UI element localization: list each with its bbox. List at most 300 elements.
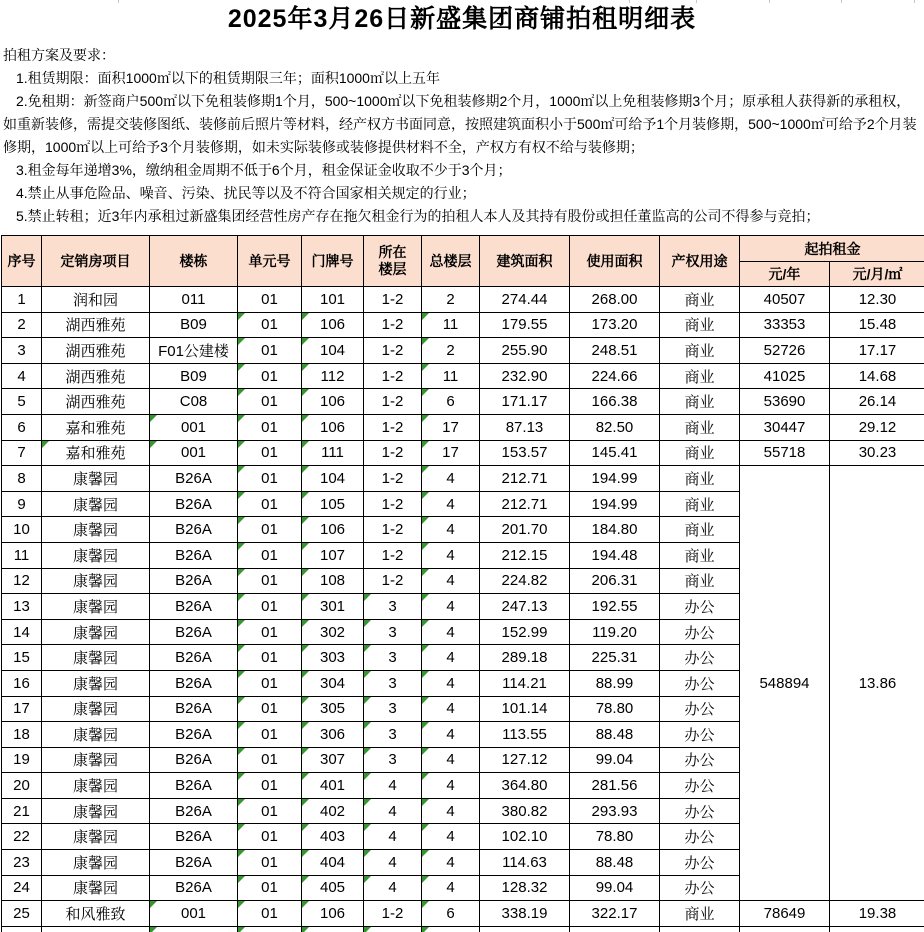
cell-seq[interactable]: 13: [2, 594, 42, 620]
cell-seq[interactable]: 10: [2, 517, 42, 543]
cell-seq[interactable]: 17: [2, 696, 42, 722]
cell-seq[interactable]: 16: [2, 670, 42, 696]
cell-project[interactable]: 康馨园: [42, 594, 150, 620]
cell-door[interactable]: 105: [302, 491, 364, 517]
cell-total[interactable]: 4: [422, 517, 480, 543]
cell-total[interactable]: 2: [422, 287, 480, 313]
cell-door[interactable]: 302: [302, 619, 364, 645]
cell-project[interactable]: 康馨园: [42, 850, 150, 876]
cell-building[interactable]: B09: [150, 363, 238, 389]
cell-rent_year[interactable]: 52726: [740, 338, 830, 364]
cell-total[interactable]: 4: [422, 670, 480, 696]
requirement-item-1: 1.租赁期限：面积1000㎡以下的租赁期限三年；面积1000㎡以上五年: [16, 70, 440, 86]
cell-building[interactable]: B26A: [150, 798, 238, 824]
cell-rent_month[interactable]: 14.68: [830, 363, 924, 389]
cell-rent_month[interactable]: [830, 926, 924, 932]
number-stored-as-text-triangle-icon: [422, 697, 429, 704]
cell-unit[interactable]: 01: [238, 414, 302, 440]
cell-floor[interactable]: 3: [364, 722, 422, 748]
cell-rent_year[interactable]: 78649: [740, 901, 830, 927]
cell-usage[interactable]: 商业: [660, 901, 740, 927]
cell-total[interactable]: 4: [422, 619, 480, 645]
cell-project[interactable]: 康馨园: [42, 542, 150, 568]
cell-build_area[interactable]: 224.82: [480, 568, 570, 594]
cell-door[interactable]: 106: [302, 901, 364, 927]
cell-floor[interactable]: 3: [364, 619, 422, 645]
cell-floor[interactable]: 3: [364, 670, 422, 696]
cell-total[interactable]: 4: [422, 850, 480, 876]
cell-project[interactable]: 康馨园: [42, 722, 150, 748]
cell-building[interactable]: B26A: [150, 645, 238, 671]
cell-floor[interactable]: 3: [364, 696, 422, 722]
cell-build_area[interactable]: 114.21: [480, 670, 570, 696]
cell-unit[interactable]: 01: [238, 773, 302, 799]
cell-build_area[interactable]: 201.70: [480, 517, 570, 543]
cell-build_area[interactable]: 153.57: [480, 440, 570, 466]
cell-door[interactable]: 303: [302, 645, 364, 671]
cell-floor[interactable]: 1-2: [364, 414, 422, 440]
cell-rent_month[interactable]: 12.30: [830, 287, 924, 313]
col-header-project[interactable]: 定销房项目: [42, 236, 150, 287]
cell-building[interactable]: [150, 926, 238, 932]
cell-build_area[interactable]: 212.71: [480, 466, 570, 492]
cell-building[interactable]: B26A: [150, 670, 238, 696]
cell-build_area[interactable]: 212.15: [480, 542, 570, 568]
cell-rent_year[interactable]: 55718: [740, 440, 830, 466]
cell-seq[interactable]: 22: [2, 824, 42, 850]
cell-build_area[interactable]: 101.14: [480, 696, 570, 722]
cell-usage[interactable]: 办公: [660, 875, 740, 901]
col-header-unit[interactable]: 单元号: [238, 236, 302, 287]
cell-rent_month[interactable]: 13.86: [830, 466, 924, 901]
cell-usage[interactable]: 办公: [660, 798, 740, 824]
cell-usage[interactable]: 商业: [660, 414, 740, 440]
cell-door[interactable]: 108: [302, 568, 364, 594]
cell-total[interactable]: 4: [422, 875, 480, 901]
cell-floor[interactable]: 1-2: [364, 568, 422, 594]
cell-total[interactable]: 2: [422, 338, 480, 364]
cell-total[interactable]: 17: [422, 440, 480, 466]
cell-use_area[interactable]: 248.51: [570, 338, 660, 364]
cell-use_area[interactable]: 78.80: [570, 824, 660, 850]
cell-project[interactable]: 湖西雅苑: [42, 363, 150, 389]
cell-project[interactable]: 嘉和雅苑: [42, 414, 150, 440]
cell-build_area[interactable]: 127.12: [480, 747, 570, 773]
cell-seq[interactable]: 14: [2, 619, 42, 645]
cell-project[interactable]: 康馨园: [42, 875, 150, 901]
table-row-6: [2, 414, 924, 440]
cell-unit[interactable]: 01: [238, 901, 302, 927]
cell-project[interactable]: 湖西雅苑: [42, 338, 150, 364]
cell-unit[interactable]: 01: [238, 363, 302, 389]
cell-unit[interactable]: 01: [238, 312, 302, 338]
cell-door[interactable]: 403: [302, 824, 364, 850]
col-header-floor[interactable]: [364, 236, 422, 287]
cell-use_area[interactable]: 184.80: [570, 517, 660, 543]
cell-unit[interactable]: 01: [238, 440, 302, 466]
cell-build_area[interactable]: 113.55: [480, 722, 570, 748]
cell-door[interactable]: 106: [302, 312, 364, 338]
cell-project[interactable]: 康馨园: [42, 798, 150, 824]
cell-unit[interactable]: 01: [238, 670, 302, 696]
col-header-seq[interactable]: 序号: [2, 236, 42, 287]
number-stored-as-text-triangle-icon: [150, 901, 157, 908]
col-header-door[interactable]: 门牌号: [302, 236, 364, 287]
cell-door[interactable]: 304: [302, 670, 364, 696]
cell-build_area[interactable]: 255.90: [480, 338, 570, 364]
cell-use_area[interactable]: 99.04: [570, 747, 660, 773]
cell-door[interactable]: 307: [302, 747, 364, 773]
cell-seq[interactable]: 1: [2, 287, 42, 313]
cell-build_area[interactable]: 364.80: [480, 773, 570, 799]
cell-project[interactable]: 康馨园: [42, 773, 150, 799]
cell-rent_month[interactable]: 15.48: [830, 312, 924, 338]
cell-unit[interactable]: 01: [238, 594, 302, 620]
cell-project[interactable]: 康馨园: [42, 824, 150, 850]
col-header-use-area[interactable]: 使用面积: [570, 236, 660, 287]
cell-use_area[interactable]: 192.55: [570, 594, 660, 620]
cell-use_area[interactable]: 145.41: [570, 440, 660, 466]
cell-door[interactable]: 405: [302, 875, 364, 901]
cell-rent_month[interactable]: 19.38: [830, 901, 924, 927]
cell-seq[interactable]: 18: [2, 722, 42, 748]
cell-floor[interactable]: 1-2: [364, 466, 422, 492]
cell-door[interactable]: 106: [302, 414, 364, 440]
col-header-rent-per-month-sqm[interactable]: 元/月/㎡: [830, 262, 924, 287]
cell-door[interactable]: 104: [302, 466, 364, 492]
cell-building[interactable]: B26A: [150, 517, 238, 543]
cell-building[interactable]: B26A: [150, 491, 238, 517]
col-header-build-area[interactable]: 建筑面积: [480, 236, 570, 287]
cell-project[interactable]: 润和园: [42, 287, 150, 313]
cell-door[interactable]: 106: [302, 389, 364, 415]
cell-total[interactable]: 11: [422, 312, 480, 338]
cell-door[interactable]: 305: [302, 696, 364, 722]
cell-rent_year[interactable]: 33353: [740, 312, 830, 338]
cell-rent_month[interactable]: 30.23: [830, 440, 924, 466]
cell-floor[interactable]: 1-2: [364, 517, 422, 543]
cell-door[interactable]: 404: [302, 850, 364, 876]
cell-project[interactable]: 康馨园: [42, 517, 150, 543]
cell-seq[interactable]: 9: [2, 491, 42, 517]
cell-usage[interactable]: 办公: [660, 670, 740, 696]
cell-door[interactable]: 401: [302, 773, 364, 799]
cell-building[interactable]: 001: [150, 901, 238, 927]
cell-rent_year[interactable]: 41025: [740, 363, 830, 389]
cell-build_area[interactable]: 114.63: [480, 850, 570, 876]
col-header-rent-per-year[interactable]: 元/年: [740, 262, 830, 287]
cell-project[interactable]: 康馨园: [42, 645, 150, 671]
cell-total[interactable]: [422, 926, 480, 932]
cell-use_area[interactable]: 78.80: [570, 696, 660, 722]
cell-use_area[interactable]: 322.17: [570, 901, 660, 927]
cell-unit[interactable]: 01: [238, 287, 302, 313]
cell-door[interactable]: 101: [302, 287, 364, 313]
cell-building[interactable]: C08: [150, 389, 238, 415]
col-header-total-floors[interactable]: 总楼层: [422, 236, 480, 287]
cell-door[interactable]: 107: [302, 542, 364, 568]
cell-build_area[interactable]: 247.13: [480, 594, 570, 620]
cell-use_area[interactable]: 119.20: [570, 619, 660, 645]
cell-usage[interactable]: 商业: [660, 568, 740, 594]
cell-building[interactable]: B26A: [150, 850, 238, 876]
cell-building[interactable]: B26A: [150, 824, 238, 850]
cell-building[interactable]: B26A: [150, 466, 238, 492]
cell-building[interactable]: B26A: [150, 875, 238, 901]
cell-unit[interactable]: 01: [238, 542, 302, 568]
cell-usage[interactable]: 办公: [660, 722, 740, 748]
cell-floor[interactable]: 1-2: [364, 312, 422, 338]
cell-seq[interactable]: 5: [2, 389, 42, 415]
cell-total[interactable]: 4: [422, 568, 480, 594]
cell-build_area[interactable]: 289.18: [480, 645, 570, 671]
cell-building[interactable]: 011: [150, 287, 238, 313]
cell-rent_year[interactable]: 53690: [740, 389, 830, 415]
cell-usage[interactable]: 办公: [660, 696, 740, 722]
cell-build_area[interactable]: 212.71: [480, 491, 570, 517]
cell-use_area[interactable]: 194.48: [570, 542, 660, 568]
cell-unit[interactable]: 01: [238, 722, 302, 748]
cell-seq[interactable]: 12: [2, 568, 42, 594]
cell-build_area[interactable]: 274.44: [480, 287, 570, 313]
cell-usage[interactable]: 商业: [660, 363, 740, 389]
cell-build_area[interactable]: 87.13: [480, 414, 570, 440]
cell-unit[interactable]: [238, 926, 302, 932]
cell-unit[interactable]: 01: [238, 875, 302, 901]
cell-seq[interactable]: 4: [2, 363, 42, 389]
cell-use_area[interactable]: 88.48: [570, 722, 660, 748]
cell-use_area[interactable]: 268.00: [570, 287, 660, 313]
cell-usage[interactable]: 办公: [660, 747, 740, 773]
cell-floor[interactable]: 3: [364, 594, 422, 620]
cell-project[interactable]: 康馨园: [42, 696, 150, 722]
cell-use_area[interactable]: 99.04: [570, 875, 660, 901]
cell-floor[interactable]: 1-2: [364, 542, 422, 568]
cell-door[interactable]: 104: [302, 338, 364, 364]
cell-floor[interactable]: 1-2: [364, 901, 422, 927]
cell-seq[interactable]: 21: [2, 798, 42, 824]
cell-usage[interactable]: 商业: [660, 491, 740, 517]
cell-floor[interactable]: 1-2: [364, 363, 422, 389]
cell-project[interactable]: 康馨园: [42, 619, 150, 645]
cell-use_area[interactable]: 281.56: [570, 773, 660, 799]
cell-rent_year[interactable]: 40507: [740, 287, 830, 313]
cell-build_area[interactable]: 171.17: [480, 389, 570, 415]
cell-project[interactable]: 康馨园: [42, 491, 150, 517]
cell-seq[interactable]: 3: [2, 338, 42, 364]
cell-door[interactable]: 112: [302, 363, 364, 389]
cell-usage[interactable]: 办公: [660, 619, 740, 645]
cell-project[interactable]: 康馨园: [42, 568, 150, 594]
cell-building[interactable]: B26A: [150, 747, 238, 773]
cell-rent_month[interactable]: 29.12: [830, 414, 924, 440]
cell-use_area[interactable]: 194.99: [570, 466, 660, 492]
cell-project[interactable]: 康馨园: [42, 670, 150, 696]
cell-building[interactable]: B09: [150, 312, 238, 338]
cell-usage[interactable]: 商业: [660, 542, 740, 568]
cell-building[interactable]: B26A: [150, 619, 238, 645]
number-stored-as-text-triangle-icon: [302, 543, 309, 550]
cell-project[interactable]: 康馨园: [42, 466, 150, 492]
cell-project[interactable]: 湖西雅苑: [42, 312, 150, 338]
cell-total[interactable]: 4: [422, 824, 480, 850]
cell-unit[interactable]: 01: [238, 747, 302, 773]
cell-usage[interactable]: 商业: [660, 312, 740, 338]
cell-build_area[interactable]: 380.82: [480, 798, 570, 824]
cell-door[interactable]: [302, 926, 364, 932]
cell-total[interactable]: 17: [422, 414, 480, 440]
cell-usage[interactable]: [660, 926, 740, 932]
cell-floor[interactable]: 3: [364, 645, 422, 671]
cell-floor[interactable]: 1-2: [364, 389, 422, 415]
cell-door[interactable]: 111: [302, 440, 364, 466]
cell-usage[interactable]: 商业: [660, 389, 740, 415]
col-header-usage[interactable]: 产权用途: [660, 236, 740, 287]
cell-building[interactable]: B26A: [150, 542, 238, 568]
cell-use_area[interactable]: 82.50: [570, 414, 660, 440]
cell-unit[interactable]: 01: [238, 568, 302, 594]
cell-seq[interactable]: 6: [2, 414, 42, 440]
cell-total[interactable]: 4: [422, 645, 480, 671]
cell-floor[interactable]: 3: [364, 747, 422, 773]
cell-usage[interactable]: 办公: [660, 824, 740, 850]
cell-use_area[interactable]: 88.48: [570, 850, 660, 876]
cell-rent_month[interactable]: 26.14: [830, 389, 924, 415]
cell-seq[interactable]: 25: [2, 901, 42, 927]
cell-total[interactable]: 4: [422, 491, 480, 517]
cell-total[interactable]: 4: [422, 773, 480, 799]
cell-unit[interactable]: 01: [238, 466, 302, 492]
cell-project[interactable]: 康馨园: [42, 747, 150, 773]
cell-unit[interactable]: 01: [238, 824, 302, 850]
cell-build_area[interactable]: 338.19: [480, 901, 570, 927]
cell-building[interactable]: B26A: [150, 594, 238, 620]
cell-total[interactable]: 4: [422, 594, 480, 620]
cell-floor[interactable]: [364, 926, 422, 932]
cell-seq[interactable]: 20: [2, 773, 42, 799]
cell-seq[interactable]: 24: [2, 875, 42, 901]
cell-total[interactable]: 6: [422, 901, 480, 927]
cell-usage[interactable]: 办公: [660, 594, 740, 620]
cell-unit[interactable]: 01: [238, 389, 302, 415]
cell-build_area[interactable]: 152.99: [480, 619, 570, 645]
cell-project[interactable]: [42, 926, 150, 932]
cell-unit[interactable]: 01: [238, 645, 302, 671]
cell-unit[interactable]: 01: [238, 491, 302, 517]
cell-seq[interactable]: 15: [2, 645, 42, 671]
cell-build_area[interactable]: 102.10: [480, 824, 570, 850]
cell-usage[interactable]: 商业: [660, 440, 740, 466]
cell-seq[interactable]: [2, 926, 42, 932]
cell-total[interactable]: 4: [422, 466, 480, 492]
cell-use_area[interactable]: 293.93: [570, 798, 660, 824]
cell-floor[interactable]: 4: [364, 773, 422, 799]
cell-usage[interactable]: 商业: [660, 466, 740, 492]
col-header-building[interactable]: 楼栋: [150, 236, 238, 287]
cell-building[interactable]: F01公建楼: [150, 338, 238, 364]
number-stored-as-text-triangle-icon: [302, 492, 309, 499]
cell-rent_month[interactable]: 17.17: [830, 338, 924, 364]
cell-floor[interactable]: 4: [364, 850, 422, 876]
cell-seq[interactable]: 8: [2, 466, 42, 492]
cell-seq[interactable]: 2: [2, 312, 42, 338]
cell-building[interactable]: B26A: [150, 773, 238, 799]
cell-project[interactable]: 和风雅致: [42, 901, 150, 927]
cell-build_area[interactable]: 232.90: [480, 363, 570, 389]
col-header-starting-rent[interactable]: 起拍租金: [740, 236, 924, 262]
cell-unit[interactable]: 01: [238, 517, 302, 543]
cell-total[interactable]: 4: [422, 542, 480, 568]
cell-floor[interactable]: 1-2: [364, 338, 422, 364]
cell-usage[interactable]: 办公: [660, 645, 740, 671]
cell-floor[interactable]: 1-2: [364, 440, 422, 466]
cell-building[interactable]: B26A: [150, 696, 238, 722]
cell-floor[interactable]: 1-2: [364, 287, 422, 313]
cell-total[interactable]: 4: [422, 798, 480, 824]
cell-building[interactable]: 001: [150, 414, 238, 440]
number-stored-as-text-triangle-icon: [238, 824, 245, 831]
cell-building[interactable]: 001: [150, 440, 238, 466]
cell-seq[interactable]: 19: [2, 747, 42, 773]
cell-project[interactable]: 湖西雅苑: [42, 389, 150, 415]
cell-door[interactable]: 306: [302, 722, 364, 748]
cell-seq[interactable]: 11: [2, 542, 42, 568]
cell-total[interactable]: 11: [422, 363, 480, 389]
cell-usage[interactable]: 商业: [660, 287, 740, 313]
cell-total[interactable]: 4: [422, 722, 480, 748]
cell-door[interactable]: 106: [302, 517, 364, 543]
cell-door[interactable]: 301: [302, 594, 364, 620]
cell-project[interactable]: 嘉和雅苑: [42, 440, 150, 466]
cell-seq[interactable]: 7: [2, 440, 42, 466]
cell-building[interactable]: B26A: [150, 722, 238, 748]
cell-use_area[interactable]: 224.66: [570, 363, 660, 389]
cell-unit[interactable]: 01: [238, 798, 302, 824]
cell-use_area[interactable]: [570, 926, 660, 932]
cell-build_area[interactable]: 179.55: [480, 312, 570, 338]
cell-unit[interactable]: 01: [238, 850, 302, 876]
cell-use_area[interactable]: 225.31: [570, 645, 660, 671]
cell-usage[interactable]: 商业: [660, 517, 740, 543]
cell-unit[interactable]: 01: [238, 338, 302, 364]
cell-usage[interactable]: 办公: [660, 850, 740, 876]
cell-rent_year[interactable]: [740, 926, 830, 932]
cell-build_area[interactable]: [480, 926, 570, 932]
cell-floor[interactable]: 4: [364, 875, 422, 901]
cell-floor[interactable]: 4: [364, 824, 422, 850]
cell-use_area[interactable]: 166.38: [570, 389, 660, 415]
cell-total[interactable]: 4: [422, 696, 480, 722]
cell-seq[interactable]: 23: [2, 850, 42, 876]
cell-building[interactable]: B26A: [150, 568, 238, 594]
cell-usage[interactable]: 办公: [660, 773, 740, 799]
cell-total[interactable]: 4: [422, 747, 480, 773]
cell-rent_year[interactable]: 548894: [740, 466, 830, 901]
cell-rent_year[interactable]: 30447: [740, 414, 830, 440]
cell-unit[interactable]: 01: [238, 696, 302, 722]
cell-use_area[interactable]: 206.31: [570, 568, 660, 594]
cell-use_area[interactable]: 88.99: [570, 670, 660, 696]
cell-door[interactable]: 402: [302, 798, 364, 824]
cell-total[interactable]: 6: [422, 389, 480, 415]
cell-use_area[interactable]: 194.99: [570, 491, 660, 517]
cell-usage[interactable]: 商业: [660, 338, 740, 364]
cell-use_area[interactable]: 173.20: [570, 312, 660, 338]
cell-floor[interactable]: 1-2: [364, 491, 422, 517]
cell-floor[interactable]: 4: [364, 798, 422, 824]
cell-unit[interactable]: 01: [238, 619, 302, 645]
cell-build_area[interactable]: 128.32: [480, 875, 570, 901]
